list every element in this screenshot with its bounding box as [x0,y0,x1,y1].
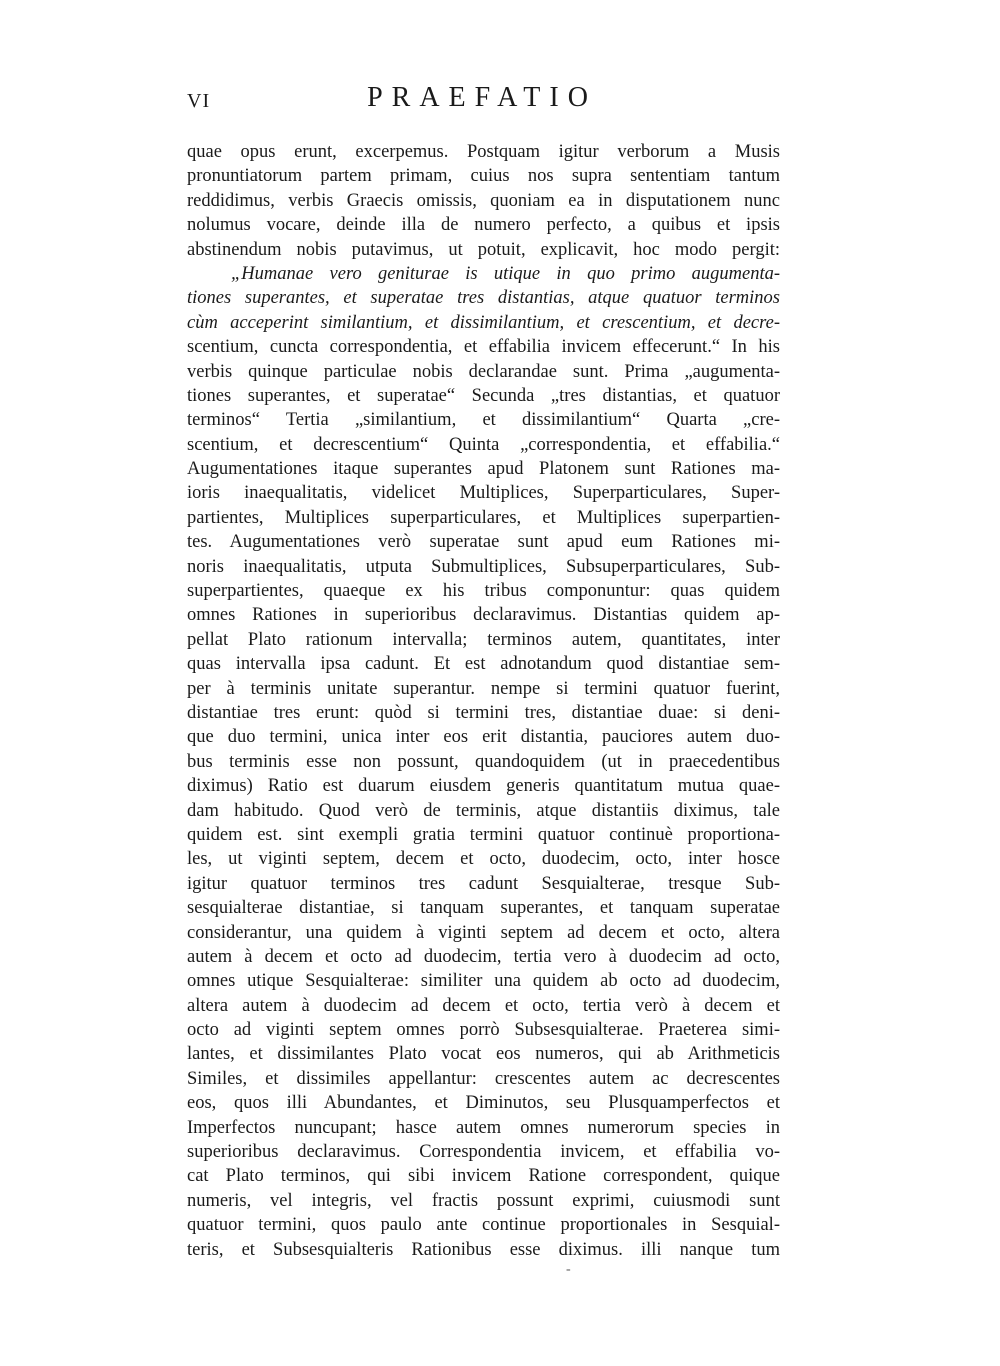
text-line: que duo termini, unica inter eos erit distantia, pauciores autem duo- [187,727,780,748]
text-line: igitur quatuor terminos tres cadunt Sesquialterae, tresque Sub- [187,873,780,894]
text-line: autem à decem et octo ad duodecim, tertia vero à duodecim ad octo, [187,946,780,967]
quotation-line: tiones superantes, et superatae tres distantias, atque quatuor terminos [187,288,780,309]
text-line: numeris, vel integris, vel fractis possunt exprimi, cuiusmodi sunt [187,1190,780,1211]
text-line: per à terminis unitate superantur. nempe si termini quatuor fuerint, [187,678,780,699]
text-line: scentium, cuncta correspondentia, et effabilia invicem effecerunt.“ In his [187,337,780,358]
text-line: bus terminis esse non possunt, quandoquidem (ut in praecedentibus [187,751,780,772]
text-line: quas intervalla ipsa cadunt. Et est adnotandum quod distantiae sem- [187,654,780,675]
text-line: tes. Augumentationes verò superatae sunt apud eum Rationes mi- [187,532,780,553]
body-text [187,140,780,1262]
text-line: octo ad viginti septem omnes porrò Subsesquialterae. Praeterea simi- [187,1020,780,1041]
text-line: partientes, Multiplices superparticulares, et Multiplices superpartien- [187,507,780,528]
text-line: sesquialterae distantiae, si tanquam superantes, et tanquam superatae [187,898,780,919]
page-number: VI [187,90,211,112]
text-line: scentium, et decrescentium“ Quinta „correspondentia, et effabilia.“ [187,434,780,455]
text-line: cat Plato terminos, qui sibi invicem Ratione correspondent, quique [187,1166,780,1187]
running-title: PRAEFATIO [367,82,597,113]
text-line: diximus) Ratio est duarum eiusdem generis quantitatum mutua quae- [187,776,780,797]
text-line: superioribus declaravimus. Correspondentia invicem, et effabilia vo- [187,1142,780,1163]
text-line: tiones superantes, et superatae“ Secunda „tres distantias, et quatuor [187,385,780,406]
text-line: pronuntiatorum partem primam, cuius nos supra sententiam tantum [187,166,780,187]
footer-mark: - [566,1262,571,1277]
text-line: abstinendum nobis putavimus, ut potuit, explicavit, hoc modo pergit: [187,239,780,260]
text-line: nolumus vocare, deinde illa de numero perfecto, a quibus et ipsis [187,215,780,236]
text-line: terminos“ Tertia „similantium, et dissimilantium“ Quarta „cre- [187,410,780,431]
text-line: pellat Plato rationum intervalla; terminos autem, quantitates, inter [187,629,780,650]
text-line: les, ut viginti septem, decem et octo, duodecim, octo, inter hosce [187,849,780,870]
text-line: noris inaequalitatis, utputa Submultiplices, Subsuperparticulares, Sub- [187,556,780,577]
text-line: teris, et Subsesquialteris Rationibus esse diximus. illi nanque tum [187,1239,780,1260]
text-line: quae opus erunt, excerpemus. Postquam igitur verborum a Musis [187,142,780,162]
text-line: superpartientes, quaeque ex his tribus componuntur: quas quidem [187,581,780,602]
text-line: Imperfectos nuncupant; hasce autem omnes numerorum species in [187,1117,780,1138]
text-line: Augumentationes itaque superantes apud Platonem sunt Rationes ma- [187,459,780,480]
text-line: omnes Rationes in superioribus declaravimus. Distantias quidem ap- [187,605,780,626]
text-line: distantiae tres erunt: quòd si termini tres, distantiae duae: si deni- [187,702,780,723]
text-line: quatuor termini, quos paulo ante continue proportionales in Sesquial- [187,1215,780,1236]
text-line: verbis quinque particulae nobis declarandae sunt. Prima „augumenta- [187,361,780,382]
text-line: omnes utique Sesquialterae: similiter una quidem ab octo ad duodecim, [187,971,780,992]
text-line: considerantur, una quidem à viginti septem ad decem et octo, altera [187,922,780,943]
page-header [187,82,777,122]
text-line: reddidimus, verbis Graecis omissis, quoniam ea in disputationem nunc [187,190,780,211]
text-line: lantes, et dissimilantes Plato vocat eos numeros, qui ab Arithmeticis [187,1044,780,1065]
quotation-line: cùm acceperint similantium, et dissimilantium, et crescentium, et decre- [187,312,780,333]
text-line: quidem est. sint exempli gratia termini quatuor continuè proportiona- [187,824,780,845]
text-line: ioris inaequalitatis, videlicet Multiplices, Superparticulares, Super- [187,483,780,504]
text-line: eos, quos illi Abundantes, et Diminutos, seu Plusquamperfectos et [187,1093,780,1114]
quotation-line: „Humanae vero geniturae is utique in quo primo augumenta- [231,263,780,284]
text-line: Similes, et dissimiles appellantur: crescentes autem ac decrescentes [187,1068,780,1089]
text-line: altera autem à duodecim ad decem et octo, tertia verò à decem et [187,995,780,1016]
text-line: dam habitudo. Quod verò de terminis, atque distantiis diximus, tale [187,800,780,821]
